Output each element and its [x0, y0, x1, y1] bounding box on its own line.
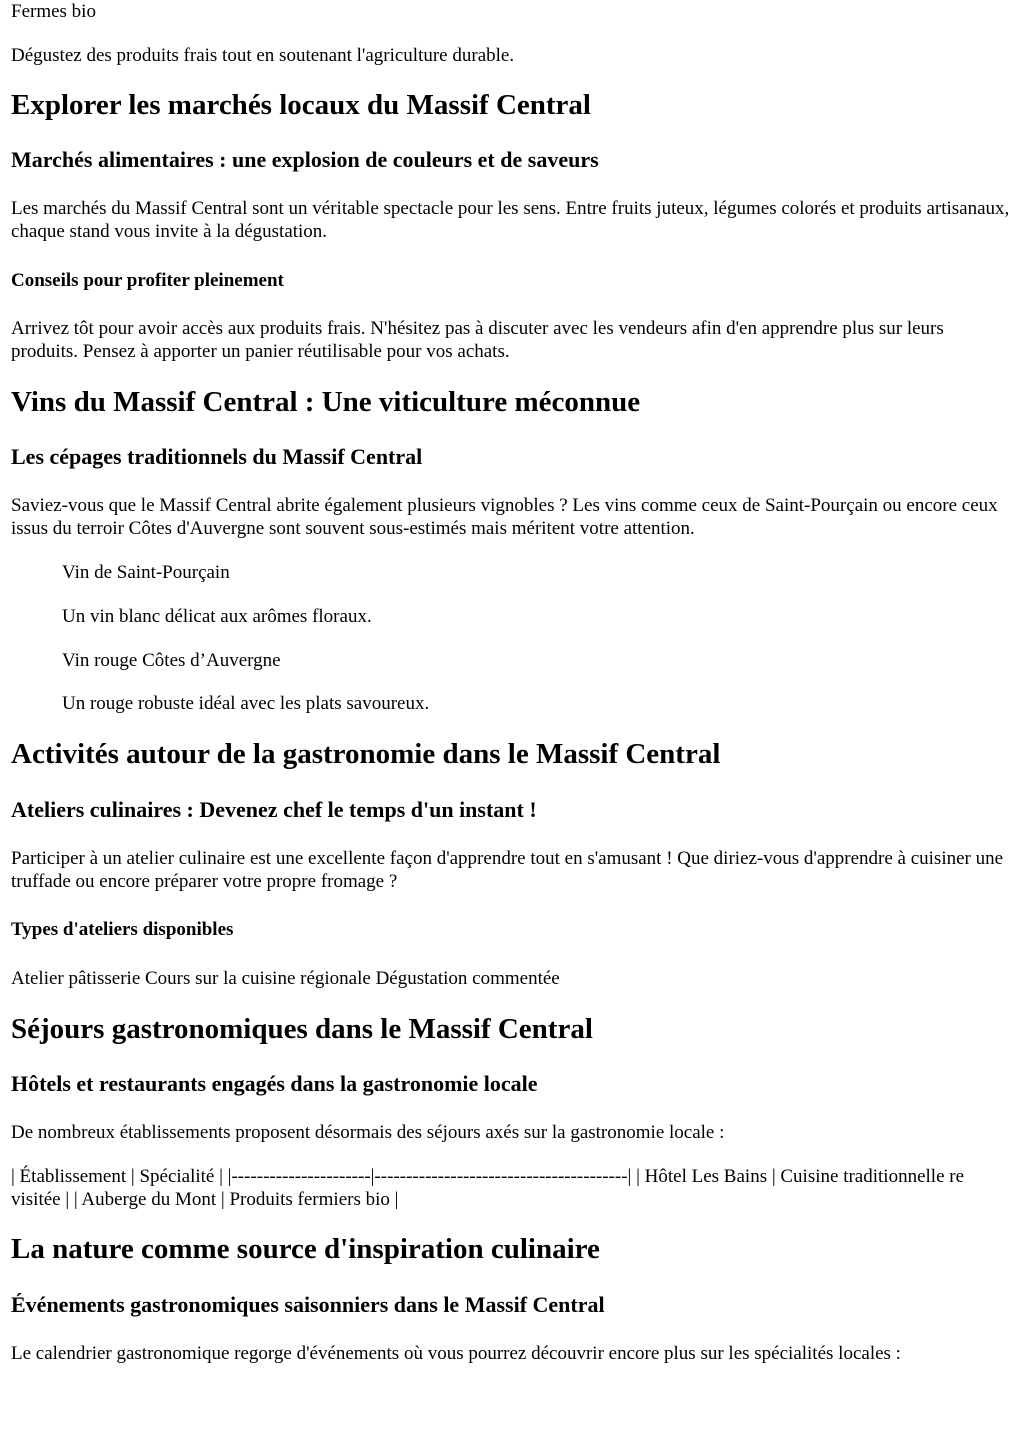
- section-subtitle-activities: Ateliers culinaires : Devenez chef le temps d'un instant !: [11, 796, 537, 822]
- wines-paragraph: Saviez-vous que le Massif Central abrite également plusieurs vignobles ? Les vins comme ceux de Saint-Pourçain ou encore ceux issus du terroir Côtes d'Auvergne sont souvent sous-estimés mais méritent votre attention.: [11, 495, 998, 540]
- section-title-activities: Activités autour de la gastronomie dans le Massif Central: [11, 738, 721, 771]
- raw-table-text: | Établissement | Spécialité | |----------------------|----------------------------------------| | Hôtel Les Bains | Cuisine traditionnelle revisitée | | Auberge du Mont | Produits fermiers bio |: [11, 1165, 965, 1210]
- section-title-markets: Explorer les marchés locaux du Massif Central: [11, 88, 591, 121]
- section-subtitle-stays: Hôtels et restaurants engagés dans la gastronomie locale: [11, 1071, 538, 1097]
- activities-paragraph: Participer à un atelier culinaire est une excellente façon d'apprendre tout en s'amusant ! Que diriez-vous d'apprendre à cuisiner une truffade ou encore préparer votre propre fromage ?: [11, 847, 1004, 892]
- section-activities: [11, 738, 1013, 990]
- section-wines: [11, 386, 1013, 716]
- list-item: Vin rouge Côtes d’Auvergne: [62, 649, 281, 671]
- list-item: Un rouge robuste idéal avec les plats savoureux.: [62, 693, 430, 715]
- section-title-stays: Séjours gastronomiques dans le Massif Central: [11, 1012, 593, 1045]
- section-title-nature: La nature comme source d'inspiration culinaire: [11, 1233, 600, 1266]
- list-item: Vin de Saint-Pourçain: [62, 561, 230, 583]
- tips-paragraph: Arrivez tôt pour avoir accès aux produits frais. N'hésitez pas à discuter avec les vendeurs afin d'en apprendre plus sur leurs produits. Pensez à apporter un panier réutilisable pour vos achats.: [11, 318, 944, 362]
- section-stays: [11, 1013, 1013, 1212]
- markets-paragraph: Les marchés du Massif Central sont un véritable spectacle pour les sens. Entre fruits juteux, légumes colorés et produits artisanaux, chaque stand vous invite à la dégustation.: [11, 198, 1010, 242]
- intro-text: Dégustez des produits frais tout en soutenant l'agriculture durable.: [11, 44, 515, 66]
- section-subtitle-nature: Événements gastronomiques saisonniers dans le Massif Central: [11, 1292, 605, 1318]
- wine-list: [62, 562, 1013, 716]
- section-title-wines: Vins du Massif Central : Une viticulture méconnue: [11, 385, 641, 418]
- section-subtitle-wines: Les cépages traditionnels du Massif Central: [11, 444, 423, 470]
- stays-paragraph: De nombreux établissements proposent désormais des séjours axés sur la gastronomie locale :: [11, 1122, 725, 1144]
- workshop-types-heading: Types d'ateliers disponibles: [11, 919, 234, 941]
- tips-heading: Conseils pour profiter pleinement: [11, 269, 284, 291]
- section-nature: [11, 1233, 1013, 1365]
- intro-label: Fermes bio: [11, 1, 96, 22]
- section-subtitle-markets: Marchés alimentaires : une explosion de couleurs et de saveurs: [11, 147, 599, 173]
- list-item: Un vin blanc délicat aux arômes floraux.: [62, 605, 372, 627]
- section-markets: [11, 89, 1013, 364]
- workshop-types-text: Atelier pâtisserie Cours sur la cuisine régionale Dégustation commentée: [11, 967, 560, 989]
- nature-paragraph: Le calendrier gastronomique regorge d'événements où vous pourrez découvrir encore plus sur les spécialités locales :: [11, 1343, 901, 1365]
